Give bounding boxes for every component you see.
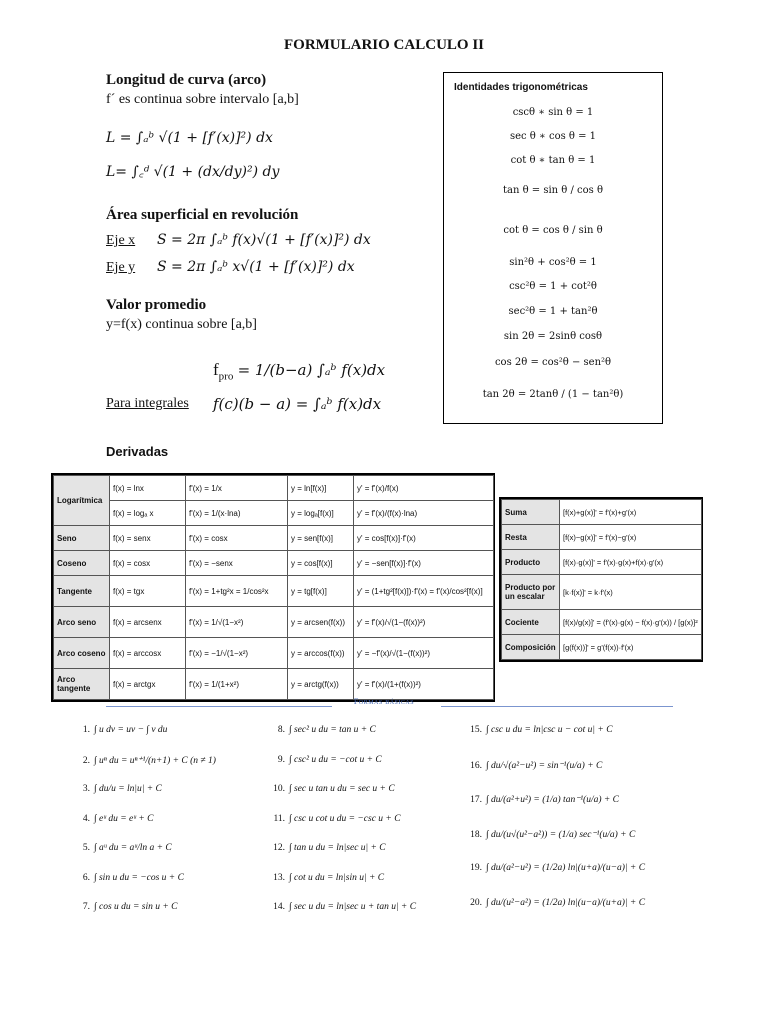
formula-expression: ∫ u dv = uv − ∫ v du <box>94 725 168 735</box>
formula-expression: ∫ sec² u du = tan u + C <box>289 725 376 735</box>
formula-expression: ∫ cot u du = ln|sin u| + C <box>289 872 385 883</box>
fpro-formula <box>213 360 385 382</box>
formula-expression: ∫ du/(u²−a²) = (1/2a) ln|(u−a)/(u+a)| + C <box>486 897 646 908</box>
formula-number: 12. <box>273 843 285 853</box>
formula-number: 18. <box>470 829 482 840</box>
rule-formula: [g(f(x))]' = g'(f(x))·f'(x) <box>560 635 702 660</box>
avg-condition: y=f(x) continua sobre [a,b] <box>106 317 257 332</box>
integral-formula <box>265 755 382 765</box>
identities-box <box>443 72 663 424</box>
rule-row <box>502 525 702 550</box>
formula-expression: ∫ csc² u du = −cot u + C <box>289 754 382 765</box>
integral-formula <box>265 784 395 794</box>
derivative-cell: f(x) = senx <box>110 526 186 551</box>
formula-number: 14. <box>273 902 285 912</box>
rule-formula: [f(x)−g(x)]' = f'(x)−g'(x) <box>560 525 702 550</box>
derivative-cell: y = arccos(f(x)) <box>288 638 354 669</box>
derivative-cell: y = cos[f(x)] <box>288 551 354 576</box>
formula-expression: ∫ csc u du = ln|csc u − cot u| + C <box>486 725 613 735</box>
formula-number: 1. <box>82 725 90 735</box>
rule-formula: [f(x)/g(x)]' = (f'(x)·g(x) − f(x)·g'(x)) / [g(x)]² <box>560 610 702 635</box>
arc-formula-dy: L= ∫꜀ᵈ √(1 + (dx/dy)²) dy <box>106 164 280 180</box>
integral-formula <box>265 843 386 853</box>
derivative-type-label: Coseno <box>54 551 110 576</box>
integral-formula <box>70 814 154 824</box>
derivative-type-label: Seno <box>54 526 110 551</box>
formula-expression: ∫ du/√(a²−u²) = sin⁻¹(u/a) + C <box>486 760 603 771</box>
rule-label: Cociente <box>502 610 560 635</box>
derivative-rules-table <box>499 497 703 662</box>
derivative-cell: y = tg[f(x)] <box>288 576 354 607</box>
identity-row: sin 2θ = 2sinθ cosθ <box>503 331 603 342</box>
derivative-cell: y' = f'(x)/(f(x)·lna) <box>354 501 494 526</box>
eje-y-formula: S = 2π ∫ₐᵇ x√(1 + [f′(x)]²) dx <box>157 259 355 275</box>
derivadas-heading: Derivadas <box>106 444 169 459</box>
derivative-cell: y' = −sen[f(x)]·f'(x) <box>354 551 494 576</box>
formula-expression: ∫ du/u = ln|u| + C <box>94 784 162 794</box>
derivative-cell: f(x) = logₐ x <box>110 501 186 526</box>
derivative-type-label: Arco seno <box>54 607 110 638</box>
formas-heading: Formas básicas <box>353 697 415 706</box>
derivative-cell: y = ln[f(x)] <box>288 476 354 501</box>
rule-row <box>502 550 702 575</box>
para-integrales-formula: f(c)(b − a) = ∫ₐᵇ f(x)dx <box>213 395 382 413</box>
formula-number: 7. <box>82 902 90 912</box>
derivative-cell: y = sen[f(x)] <box>288 526 354 551</box>
integral-formula <box>70 873 184 883</box>
derivative-cell: f'(x) = −senx <box>186 551 288 576</box>
derivative-cell: f'(x) = 1+tg²x = 1/cos²x <box>186 576 288 607</box>
formula-number: 10. <box>273 784 285 794</box>
derivative-cell: y = arctg(f(x)) <box>288 669 354 700</box>
area-heading: Área superficial en revolución <box>106 207 299 223</box>
formula-number: 19. <box>470 863 482 873</box>
derivative-cell: y' = −f'(x)/√(1−(f(x))²) <box>354 638 494 669</box>
eje-x-formula: S = 2π ∫ₐᵇ f(x)√(1 + [f′(x)]²) dx <box>157 232 371 248</box>
integral-formula <box>265 814 401 824</box>
rule-row <box>502 575 702 610</box>
derivative-type-label: Arco coseno <box>54 638 110 669</box>
integral-formula <box>462 760 602 771</box>
identity-row: cot θ ∗ tan θ = 1 <box>510 155 596 166</box>
derivative-cell: f'(x) = 1/(1+x²) <box>186 669 288 700</box>
formula-number: 5. <box>82 843 90 853</box>
rule-row <box>502 610 702 635</box>
derivative-cell: f(x) = tgx <box>110 576 186 607</box>
rule-label: Producto <box>502 550 560 575</box>
identity-row: tan 2θ = 2tanθ / (1 − tan²θ) <box>482 389 624 400</box>
formula-expression: ∫ uⁿ du = uⁿ⁺¹/(n+1) + C (n ≠ 1) <box>94 755 216 766</box>
formula-expression: ∫ cos u du = sin u + C <box>94 902 178 912</box>
formula-expression: ∫ aᵘ du = aᵘ/ln a + C <box>94 843 172 853</box>
derivative-cell: f(x) = cosx <box>110 551 186 576</box>
derivative-cell: f'(x) = cosx <box>186 526 288 551</box>
arc-heading: Longitud de curva (arco) <box>106 72 267 88</box>
eje-y-label: Eje y <box>106 260 136 275</box>
identities-label: Identidades trigonométricas <box>454 82 588 93</box>
integral-formula <box>462 725 613 735</box>
rule-label: Suma <box>502 500 560 525</box>
derivative-row <box>54 551 494 576</box>
rule-label: Producto por un escalar <box>502 575 560 610</box>
formula-number: 9. <box>277 754 285 765</box>
rule-row <box>502 635 702 660</box>
formula-expression: ∫ du/(u√(u²−a²)) = (1/a) sec⁻¹(u/a) + C <box>486 829 636 840</box>
rule-formula: [f(x)·g(x)]' = f'(x)·g(x)+f(x)·g'(x) <box>560 550 702 575</box>
formula-expression: ∫ du/(a²−u²) = (1/2a) ln|(u+a)/(u−a)| + C <box>486 863 646 873</box>
rule-formula: [k·f(x)]' = k·f'(x) <box>560 575 702 610</box>
derivative-cell: f(x) = arctgx <box>110 669 186 700</box>
integral-formula <box>462 794 619 805</box>
formula-expression: ∫ du/(a²+u²) = (1/a) tan⁻¹(u/a) + C <box>486 795 620 805</box>
fpro-expression: = 1/(b−a) ∫ₐᵇ f(x)dx <box>237 361 386 379</box>
identity-row: tan θ = sin θ / cos θ <box>502 185 603 196</box>
formula-number: 15. <box>470 725 482 735</box>
integral-formula <box>70 843 172 853</box>
derivative-cell: f(x) = lnx <box>110 476 186 501</box>
fpro-label: f <box>213 360 219 379</box>
fpro-subscript: pro <box>218 370 234 383</box>
derivative-cell: y' = cos[f(x)]·f'(x) <box>354 526 494 551</box>
derivative-cell: y' = (1+tg²[f(x)])·f'(x) = f'(x)/cos²[f(x)] <box>354 576 494 607</box>
integral-formula <box>70 902 178 912</box>
derivative-cell: y = arcsen(f(x)) <box>288 607 354 638</box>
arc-condition: f´ es continua sobre intervalo [a,b] <box>106 92 299 107</box>
formas-divider-left <box>106 706 332 707</box>
derivative-cell: y = logₐ[f(x)] <box>288 501 354 526</box>
formula-expression: ∫ eᵘ du = eᵘ + C <box>94 813 154 824</box>
derivative-cell: f'(x) = 1/(x·lna) <box>186 501 288 526</box>
derivative-cell: f'(x) = 1/√(1−x²) <box>186 607 288 638</box>
formula-number: 17. <box>470 795 482 805</box>
rule-formula: [f(x)+g(x)]' = f'(x)+g'(x) <box>560 500 702 525</box>
formula-number: 3. <box>82 784 90 794</box>
derivative-cell: y' = f'(x)/(1+(f(x))²) <box>354 669 494 700</box>
formula-number: 8. <box>277 725 285 735</box>
derivative-row <box>54 526 494 551</box>
formula-expression: ∫ tan u du = ln|sec u| + C <box>289 843 386 853</box>
derivative-row <box>54 476 494 501</box>
integral-formula <box>70 755 216 766</box>
integral-formula <box>265 902 416 912</box>
derivatives-table <box>51 473 495 702</box>
integral-formula <box>462 863 645 873</box>
integral-formula <box>265 725 376 735</box>
derivative-row <box>54 669 494 700</box>
identity-row: cscθ ∗ sin θ = 1 <box>512 107 594 118</box>
formula-number: 2. <box>82 755 90 766</box>
identity-row: cos 2θ = cos²θ − sen²θ <box>494 357 612 368</box>
derivative-cell: f'(x) = 1/x <box>186 476 288 501</box>
formula-number: 4. <box>82 813 90 824</box>
formas-divider-right <box>441 706 673 707</box>
identity-row: sin²θ + cos²θ = 1 <box>509 257 597 268</box>
integral-formula <box>70 784 162 794</box>
derivative-row <box>54 576 494 607</box>
formula-expression: ∫ sin u du = −cos u + C <box>94 872 184 883</box>
derivative-row <box>54 501 494 526</box>
identity-row: csc²θ = 1 + cot²θ <box>509 281 597 292</box>
identity-row: sec θ ∗ cos θ = 1 <box>509 131 597 142</box>
derivative-cell: f'(x) = −1/√(1−x²) <box>186 638 288 669</box>
derivative-cell: f(x) = arccosx <box>110 638 186 669</box>
formula-expression: ∫ sec u tan u du = sec u + C <box>289 784 395 794</box>
arc-formula-dx: L = ∫ₐᵇ √(1 + [f′(x)]²) dx <box>106 130 273 146</box>
formula-expression: ∫ sec u du = ln|sec u + tan u| + C <box>289 902 417 912</box>
rule-label: Composición <box>502 635 560 660</box>
formula-number: 20. <box>470 897 482 908</box>
derivative-type-label: Tangente <box>54 576 110 607</box>
page-title: FORMULARIO CALCULO II <box>283 37 484 53</box>
integral-formula <box>70 725 167 735</box>
formula-number: 13. <box>273 872 285 883</box>
derivative-type-label: Arco tangente <box>54 669 110 700</box>
avg-heading: Valor promedio <box>106 297 207 313</box>
formula-number: 11. <box>273 813 285 824</box>
formula-number: 16. <box>470 760 482 771</box>
derivative-row <box>54 638 494 669</box>
formula-expression: ∫ csc u cot u du = −csc u + C <box>289 813 401 824</box>
derivative-cell: y' = f'(x)/f(x) <box>354 476 494 501</box>
eje-x-label: Eje x <box>106 233 136 248</box>
rule-label: Resta <box>502 525 560 550</box>
integral-formula <box>462 829 635 840</box>
derivative-cell: f(x) = arcsenx <box>110 607 186 638</box>
identity-row: cot θ = cos θ / sin θ <box>503 225 603 236</box>
identity-row: sec²θ = 1 + tan²θ <box>508 306 598 317</box>
derivative-type-label: Logarítmica <box>54 476 110 526</box>
formula-number: 6. <box>82 872 90 883</box>
rule-row <box>502 500 702 525</box>
derivative-row <box>54 607 494 638</box>
integral-formula <box>462 898 645 908</box>
para-integrales-label: Para integrales <box>106 396 189 411</box>
derivative-cell: y' = f'(x)/√(1−(f(x))²) <box>354 607 494 638</box>
integral-formula <box>265 873 384 883</box>
